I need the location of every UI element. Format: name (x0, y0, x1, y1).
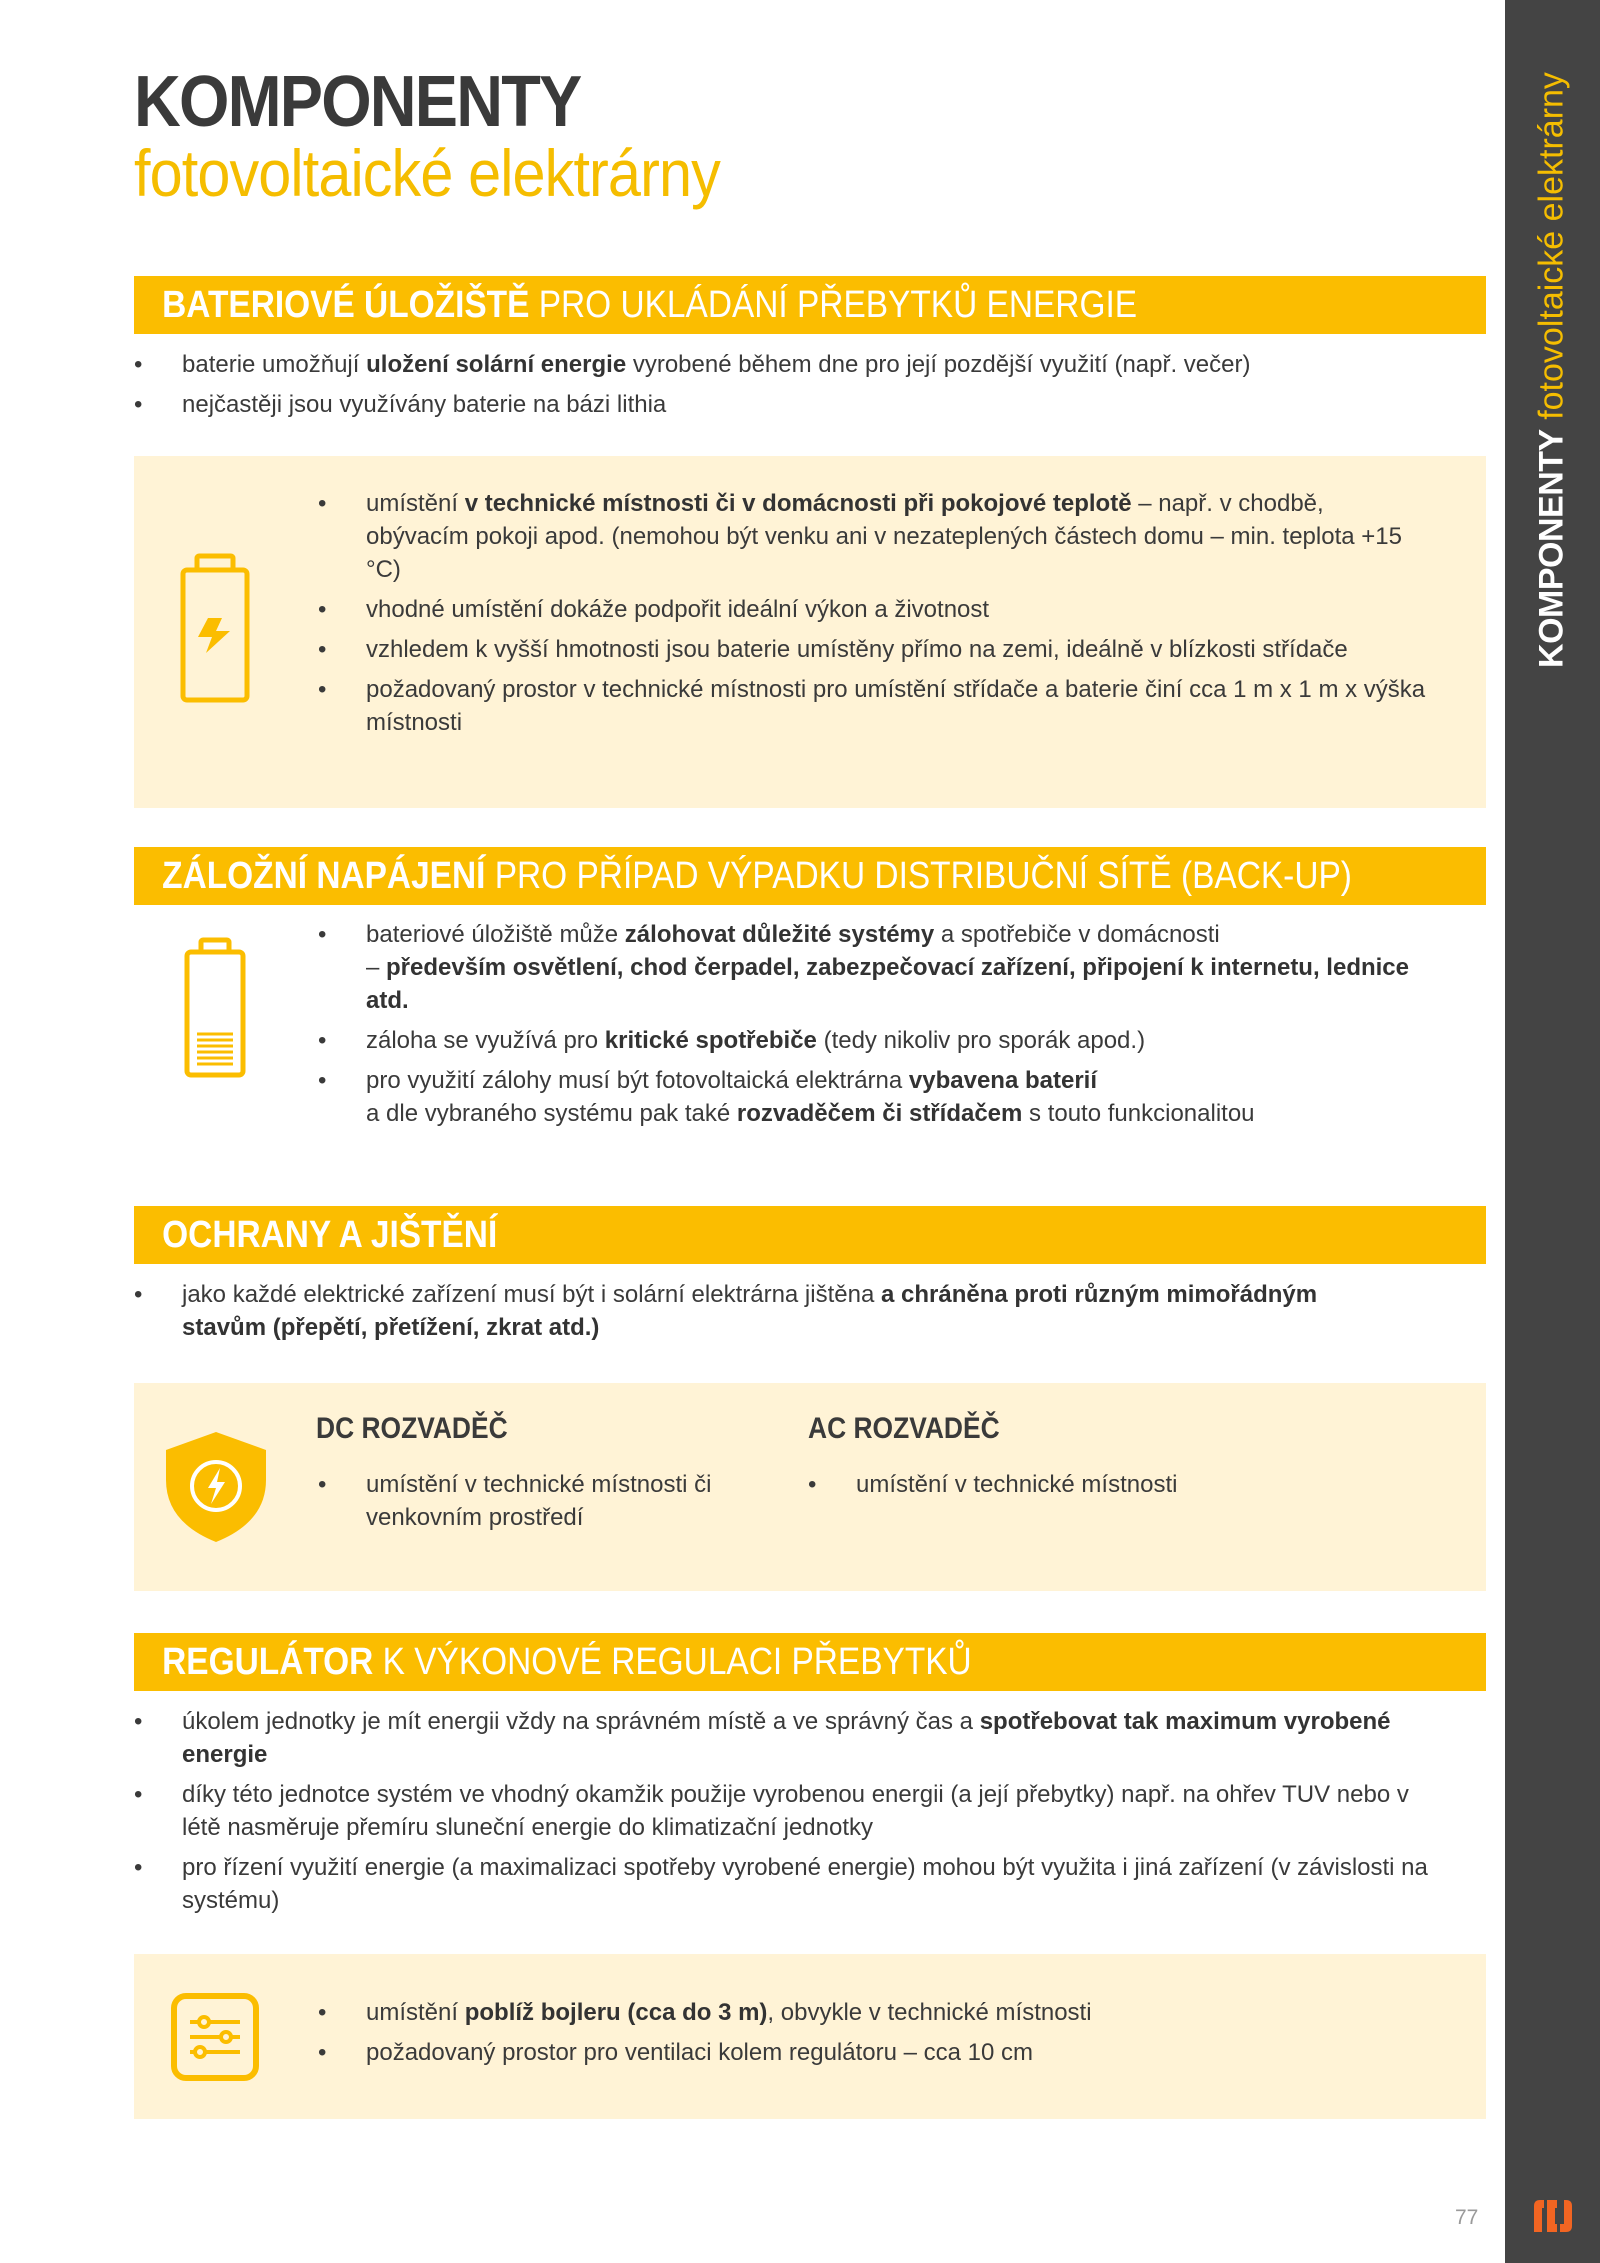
list-item: • pro řízení využití energie (a maximalizaci spotřeby vyrobené energie) mohou být využita i jiná zařízení (v závislosti na systému) (134, 1851, 1454, 1917)
list-item: • vzhledem k vyšší hmotnosti jsou baterie umístěny přímo na zemi, ideálně v blízkosti střídače (318, 633, 1428, 666)
sidebar-title-light: fotovoltaické elektrárny (1532, 72, 1571, 420)
dc-switchboard-bullet-list (318, 1468, 748, 1541)
section-heading-battery: BATERIOVÉ ÚLOŽIŠTĚ PRO UKLÁDÁNÍ PŘEBYTKŮ ENERGIE (134, 276, 1486, 334)
list-item: • umístění poblíž bojleru (cca do 3 m), obvykle v technické místnosti (318, 1996, 1428, 2029)
list-item: • umístění v technické místnosti (808, 1468, 1308, 1501)
list-item: • jako každé elektrické zařízení musí být i solární elektrárna jištěna a chráněna proti různým mimořádným stavům (přepětí, přetížení, zkrat atd.) (134, 1278, 1334, 1344)
list-item: • umístění v technické místnosti či v domácnosti při pokojové teplotě – např. v chodbě, obývacím pokoji apod. (nemohou být venku ani v nezateplených částech domu – min. teplota +15 °C) (318, 487, 1428, 586)
section-heading-backup: ZÁLOŽNÍ NAPÁJENÍ PRO PŘÍPAD VÝPADKU DISTRIBUČNÍ SÍTĚ (BACK-UP) (134, 847, 1486, 905)
section-heading-protection: OCHRANY A JIŠTĚNÍ (134, 1206, 1486, 1264)
regulator-panel-bullet-list (318, 1996, 1428, 2076)
page-number: 77 (1455, 2206, 1479, 2229)
sidebar-title-bold: KOMPONENTY (1532, 429, 1571, 668)
list-item: • nejčastěji jsou využívány baterie na bázi lithia (134, 388, 1484, 421)
list-item: • úkolem jednotky je mít energii vždy na správném místě a ve správný čas a spotřebovat tak maximum vyrobené energie (134, 1705, 1454, 1771)
brand-logo-icon (1530, 2196, 1576, 2236)
sliders-icon (170, 1992, 260, 2082)
list-item: • záloha se využívá pro kritické spotřebiče (tedy nikoliv pro sporák apod.) (318, 1024, 1428, 1057)
regulator-bullet-list (134, 1705, 1454, 1924)
list-item: • pro využití zálohy musí být fotovoltaická elektrárna vybavena baterií a dle vybraného systému pak také rozvaděčem či střídačem s touto funkcionalitou (318, 1064, 1428, 1130)
battery-bullet-list (134, 348, 1484, 428)
protection-bullet-list (134, 1278, 1334, 1351)
section-heading-regulator: REGULÁTOR K VÝKONOVÉ REGULACI PŘEBYTKŮ (134, 1633, 1486, 1691)
list-item: • umístění v technické místnosti či venkovním prostředí (318, 1468, 748, 1534)
battery-low-icon (183, 937, 247, 1079)
ac-switchboard-bullet-list (808, 1468, 1308, 1508)
list-item: • požadovaný prostor pro ventilaci kolem regulátoru – cca 10 cm (318, 2036, 1428, 2069)
list-item: • vhodné umístění dokáže podpořit ideální výkon a životnost (318, 593, 1428, 626)
battery-panel-bullet-list (318, 487, 1428, 746)
ac-switchboard-heading: AC ROZVADĚČ (808, 1412, 1000, 1445)
list-item: • díky této jednotce systém ve vhodný okamžik použije vyrobenou energii (a její přebytky) např. na ohřev TUV nebo v létě nasměruje přemíru sluneční energie do klimatizační jednotky (134, 1778, 1454, 1844)
dc-switchboard-heading: DC ROZVADĚČ (316, 1412, 508, 1445)
list-item: • bateriové úložiště může zálohovat důležité systémy a spotřebiče v domácnosti – především osvětlení, chod čerpadel, zabezpečovací zařízení, připojení k internetu, lednice atd. (318, 918, 1428, 1017)
list-item: • požadovaný prostor v technické místnosti pro umístění střídače a baterie činí cca 1 m x 1 m x výška místnosti (318, 673, 1428, 739)
battery-charging-icon (178, 553, 252, 705)
page-title: KOMPONENTY (134, 62, 581, 142)
list-item: • baterie umožňují uložení solární energie vyrobené během dne pro její pozdější využití (např. večer) (134, 348, 1484, 381)
page-subtitle: fotovoltaické elektrárny (134, 136, 720, 210)
backup-bullet-list (318, 918, 1428, 1137)
sidebar-title (1533, 72, 1572, 668)
shield-bolt-icon (164, 1430, 268, 1544)
